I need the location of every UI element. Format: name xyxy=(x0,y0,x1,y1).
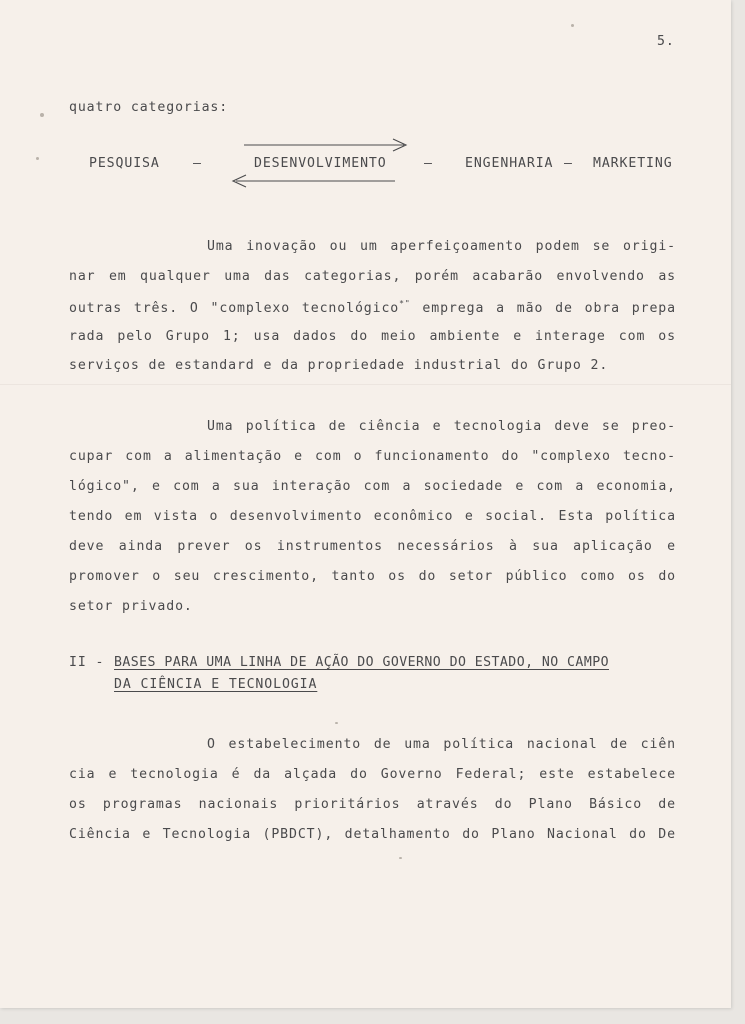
paper-speck xyxy=(40,113,44,117)
para2-line-3: lógico", e com a sua interação com a sociedade e com a economia, xyxy=(69,479,676,494)
diagram-item-engenharia: ENGENHARIA xyxy=(465,156,554,171)
para3-line-2: cia e tecnologia é da alçada do Governo Federal; este estabelece xyxy=(69,767,676,782)
diagram-dash-2: — xyxy=(424,156,433,171)
section-number: II - xyxy=(69,655,105,670)
para1-line-4: rada pelo Grupo 1; usa dados do meio ambiente e interage com os xyxy=(69,329,676,344)
diagram-item-desenvolvimento: DESENVOLVIMENTO xyxy=(254,156,387,171)
para2-line-2: cupar com a alimentação e com o funcionamento do "complexo tecno- xyxy=(69,449,676,464)
para3-line-3: os programas nacionais prioritários através do Plano Básico de xyxy=(69,797,676,812)
para1-line-5: serviços de estandard e da propriedade industrial do Grupo 2. xyxy=(69,358,609,373)
section-title-line-1: BASES PARA UMA LINHA DE AÇÃO DO GOVERNO DO ESTADO, NO CAMPO xyxy=(114,655,609,670)
footnote-mark: *" xyxy=(399,299,411,308)
para1-line-3-b: emprega a mão de obra prepa xyxy=(410,301,676,316)
para2-line-1: Uma política de ciência e tecnologia deve se preo- xyxy=(207,419,676,434)
intro-line: quatro categorias: xyxy=(69,100,229,115)
para1-line-3-a: outras três. O "complexo tecnológico xyxy=(69,301,400,316)
page-number: 5. xyxy=(657,34,675,49)
section-title-line-2: DA CIÊNCIA E TECNOLOGIA xyxy=(114,677,318,692)
para3-line-1: O estabelecimento de uma política nacional de ciên xyxy=(207,737,676,752)
paper-speck xyxy=(36,157,39,160)
diagram-dash-1: — xyxy=(193,156,202,171)
para1-line-1: Uma inovação ou um aperfeiçoamento podem se origi- xyxy=(207,239,676,254)
para2-line-5: deve ainda prever os instrumentos necessários à sua aplicação e xyxy=(69,539,676,554)
paper-speck xyxy=(571,24,574,27)
diagram-item-pesquisa: PESQUISA xyxy=(89,156,160,171)
diagram-dash-3: — xyxy=(564,156,573,171)
paper-speck xyxy=(335,722,338,724)
para2-line-6: promover o seu crescimento, tanto os do setor público como os do xyxy=(69,569,676,584)
paper-speck xyxy=(399,857,402,859)
para1-line-3 xyxy=(69,299,676,316)
para2-line-7: setor privado. xyxy=(69,599,193,614)
para3-line-4: Ciência e Tecnologia (PBDCT), detalhamento do Plano Nacional do De xyxy=(69,827,676,842)
diagram-item-marketing: MARKETING xyxy=(593,156,673,171)
para1-line-2: nar em qualquer uma das categorias, porém acabarão envolvendo as xyxy=(69,269,676,284)
para2-line-4: tendo em vista o desenvolvimento econômico e social. Esta política xyxy=(69,509,676,524)
